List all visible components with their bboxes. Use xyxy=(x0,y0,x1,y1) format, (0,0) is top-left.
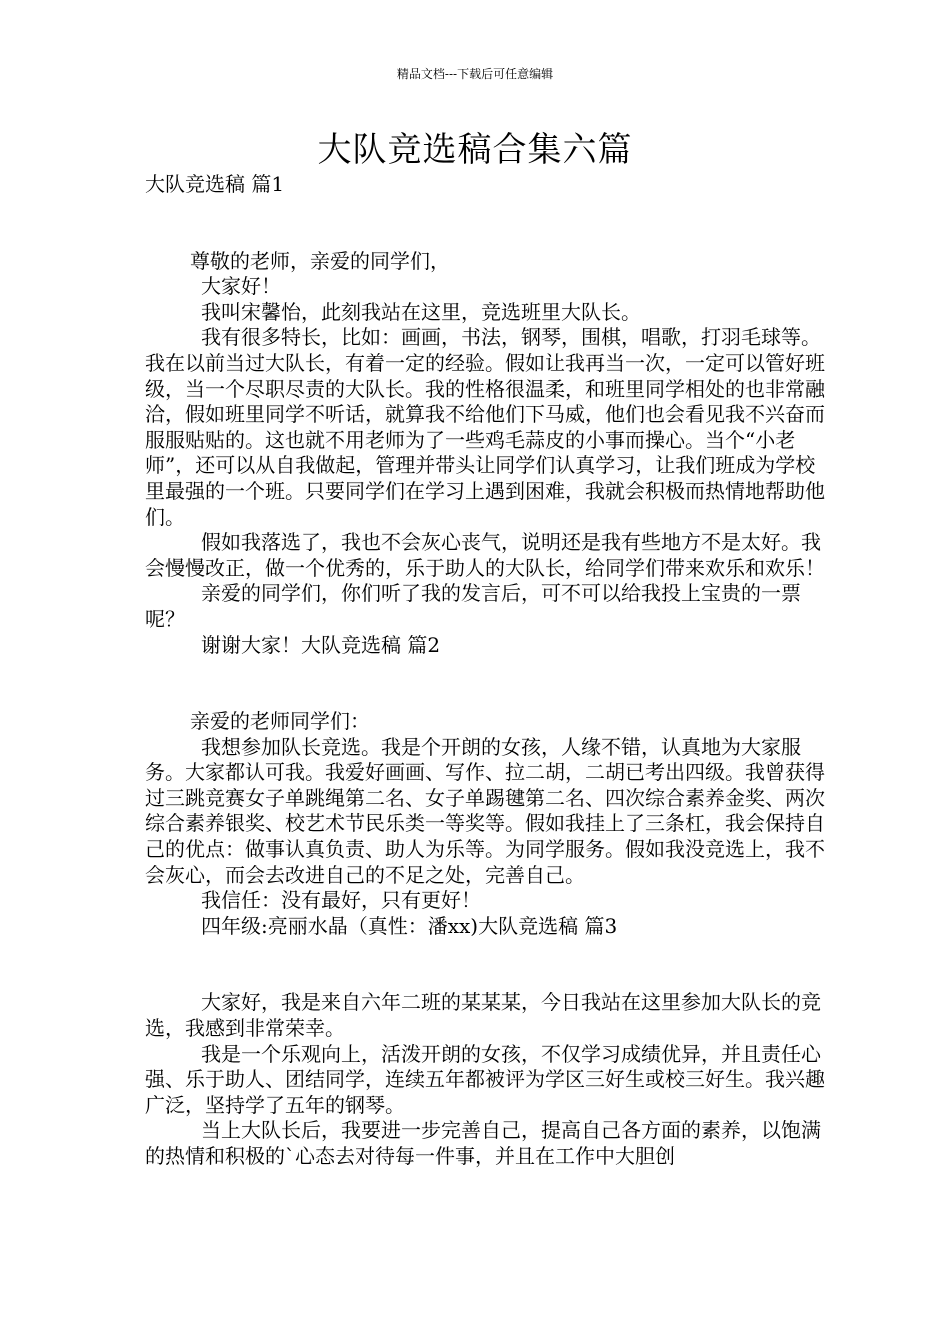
greeting: 尊敬的老师，亲爱的同学们， xyxy=(190,248,450,273)
document-body xyxy=(145,172,825,1170)
paragraph: 假如我落选了，我也不会灰心丧气，说明还是我有些地方不是太好。我会慢慢改正，做一个优秀的，乐于助人的大队长，给同学们带来欢乐和欢乐！ xyxy=(145,530,825,580)
spacer xyxy=(145,658,825,709)
paragraph: 亲爱的同学们，你们听了我的发言后，可不可以给我投上宝贵的一票呢？ xyxy=(145,581,801,631)
spacer xyxy=(145,939,825,990)
spacer xyxy=(145,198,825,249)
section-label: 大队竞选稿 篇1 xyxy=(145,172,285,196)
page-header: 精品文档---下载后可任意编辑 xyxy=(396,67,554,81)
paragraph: 我是一个乐观向上，活泼开朗的女孩，不仅学习成绩优异，并且责任心强、乐于助人、团结同学，连续五年都被评为学区三好生或校三好生。我兴趣广泛，坚持学了五年的钢琴。 xyxy=(145,1041,825,1117)
paragraph: 我有很多特长，比如：画画，书法，钢琴，围棋，唱歌，打羽毛球等。我在以前当过大队长，有着一定的经验。假如让我再当一次，一定可以管好班级，当一个尽职尽责的大队长。我的性格很温柔，和班里同学相处的也非常融洽，假如班里同学不听话，就算我不给他们下马威，他们也会看见我不兴奋而服服贴贴的。这也就不用老师为了一些鸡毛蒜皮的小事而操心。当个“小老师”，还可以从自我做起，管理并带头让同学们认真学习，让我们班成为学校里最强的一个班。只要同学们在学习上遇到困难，我就会积极而热情地帮助他们。 xyxy=(145,325,825,529)
document-title: 大队竞选稿合集六篇 xyxy=(317,130,633,170)
paragraph: 四年级:亮丽水晶（真性：潘xx)大队竞选稿 篇3 xyxy=(201,913,618,938)
paragraph: 大家好，我是来自六年二班的某某某，今日我站在这里参加大队长的竞选，我感到非常荣幸。 xyxy=(145,990,821,1041)
paragraph: 大家好！ xyxy=(201,274,281,299)
paragraph: 我叫宋馨怡，此刻我站在这里，竞选班里大队长。 xyxy=(201,299,641,324)
paragraph: 我想参加队长竞选。我是个开朗的女孩，人缘不错，认真地为大家服务。大家都认可我。我爱好画画、写作、拉二胡，二胡已考出四级。我曾获得过三跳竞赛女子单跳绳第二名、女子单踢毽第二名、四次综合素养金奖、两次综合素养银奖、校艺术节民乐类一等奖等。假如我挂上了三条杠，我会保持自己的优点：做事认真负责、助人为乐等。为同学服务。假如我没竞选上，我不会灰心，而会去改进自己的不足之处，完善自己。 xyxy=(145,734,825,887)
paragraph: 我信任：没有最好，只有更好！ xyxy=(201,888,481,913)
greeting: 亲爱的老师同学们： xyxy=(190,709,370,734)
paragraph: 当上大队长后，我要进一步完善自己，提高自己各方面的素养，以饱满的热情和积极的`心态去对待每一件事，并且在工作中大胆创 xyxy=(145,1118,821,1168)
paragraph: 谢谢大家！大队竞选稿 篇2 xyxy=(201,632,441,657)
